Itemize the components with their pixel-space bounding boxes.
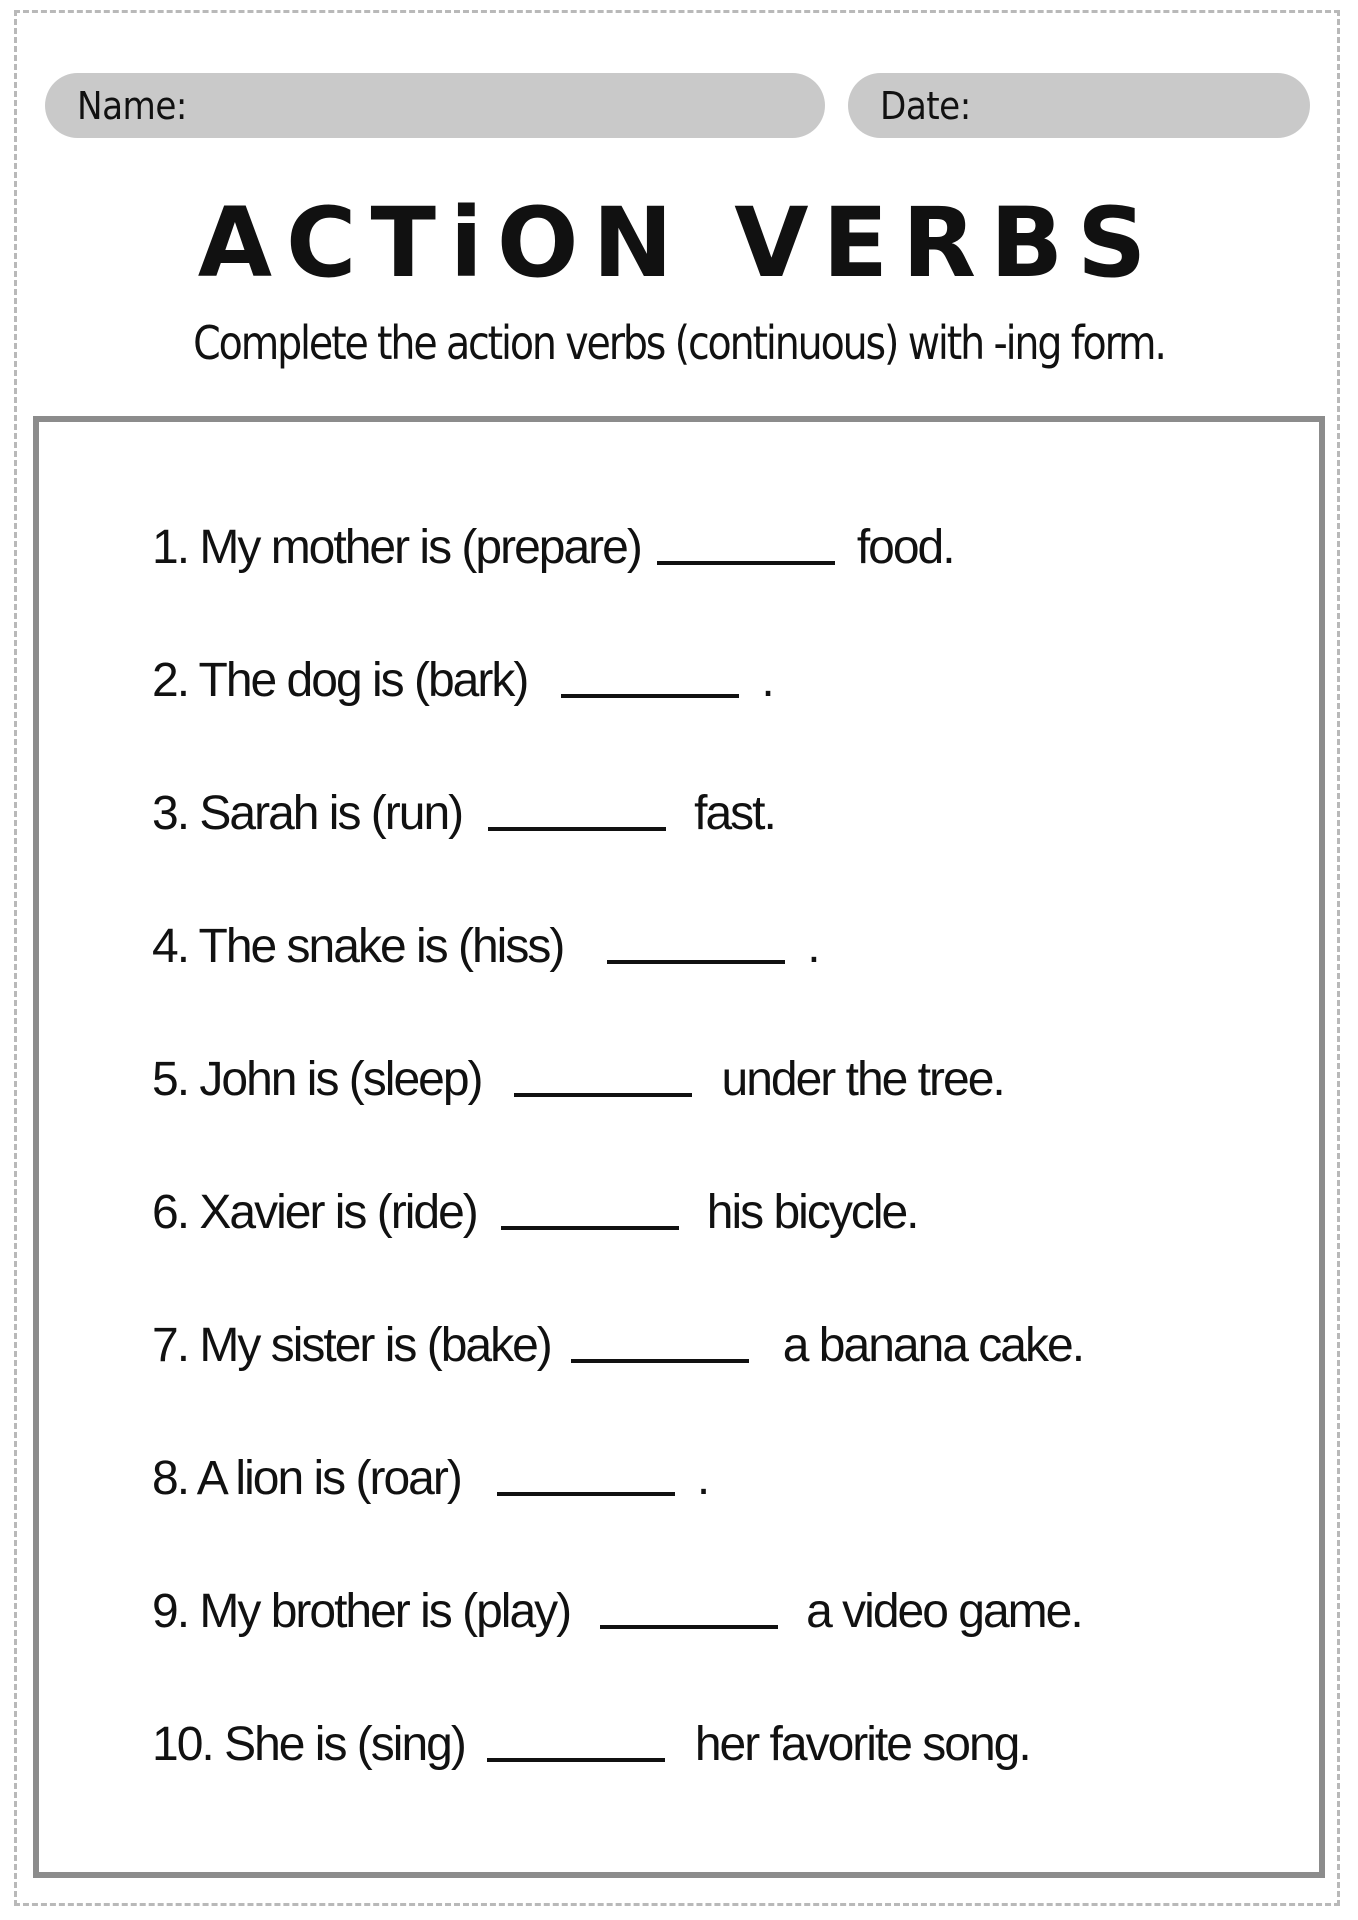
question-10-ending: her favorite song. — [694, 1717, 1030, 1771]
exercise-box — [33, 416, 1325, 1878]
question-2-prompt: 2. The dog is (bark) — [152, 653, 528, 707]
name-field[interactable] — [45, 73, 825, 138]
question-1 — [152, 515, 954, 579]
question-10 — [152, 1712, 1030, 1776]
question-9-prompt: 9. My brother is (play) — [152, 1584, 571, 1638]
question-5-prompt: 5. John is (sleep) — [152, 1052, 482, 1106]
question-9-ending: a video game. — [806, 1584, 1082, 1638]
question-4-ending: . — [807, 919, 819, 973]
question-5 — [152, 1047, 1004, 1111]
question-8 — [152, 1446, 708, 1510]
question-4 — [152, 914, 819, 978]
question-9 — [152, 1579, 1082, 1643]
answer-blank-5[interactable] — [514, 1053, 692, 1097]
question-7-prompt: 7. My sister is (bake) — [152, 1318, 551, 1372]
question-1-prompt: 1. My mother is (prepare) — [152, 520, 641, 574]
question-1-ending: food. — [856, 520, 954, 574]
question-3-ending: fast. — [694, 786, 775, 840]
answer-blank-1[interactable] — [657, 521, 835, 565]
answer-blank-6[interactable] — [501, 1186, 679, 1230]
question-6 — [152, 1180, 918, 1244]
date-field[interactable] — [848, 73, 1310, 138]
instructions: Complete the action verbs (continuous) with -ing form. — [193, 316, 1165, 370]
answer-blank-9[interactable] — [600, 1585, 778, 1629]
answer-blank-8[interactable] — [497, 1452, 675, 1496]
question-7 — [152, 1313, 1083, 1377]
question-2-ending: . — [761, 653, 773, 707]
question-8-prompt: 8. A lion is (roar) — [152, 1451, 461, 1505]
question-7-ending: a banana cake. — [782, 1318, 1084, 1372]
question-8-ending: . — [696, 1451, 709, 1505]
answer-blank-10[interactable] — [487, 1718, 665, 1762]
answer-blank-7[interactable] — [571, 1319, 749, 1363]
date-label: Date: — [880, 83, 971, 128]
name-label: Name: — [77, 83, 187, 128]
answer-blank-2[interactable] — [561, 654, 739, 698]
answer-blank-4[interactable] — [607, 920, 785, 964]
question-3 — [152, 781, 775, 845]
question-4-prompt: 4. The snake is (hiss) — [152, 919, 564, 973]
question-6-ending: his bicycle. — [706, 1185, 918, 1239]
question-3-prompt: 3. Sarah is (run) — [152, 786, 463, 840]
answer-blank-3[interactable] — [488, 787, 666, 831]
question-5-ending: under the tree. — [721, 1052, 1004, 1106]
question-10-prompt: 10. She is (sing) — [152, 1717, 465, 1771]
question-2 — [152, 648, 773, 712]
worksheet-title: ACTiON VERBS — [197, 187, 1161, 299]
question-6-prompt: 6. Xavier is (ride) — [152, 1185, 477, 1239]
